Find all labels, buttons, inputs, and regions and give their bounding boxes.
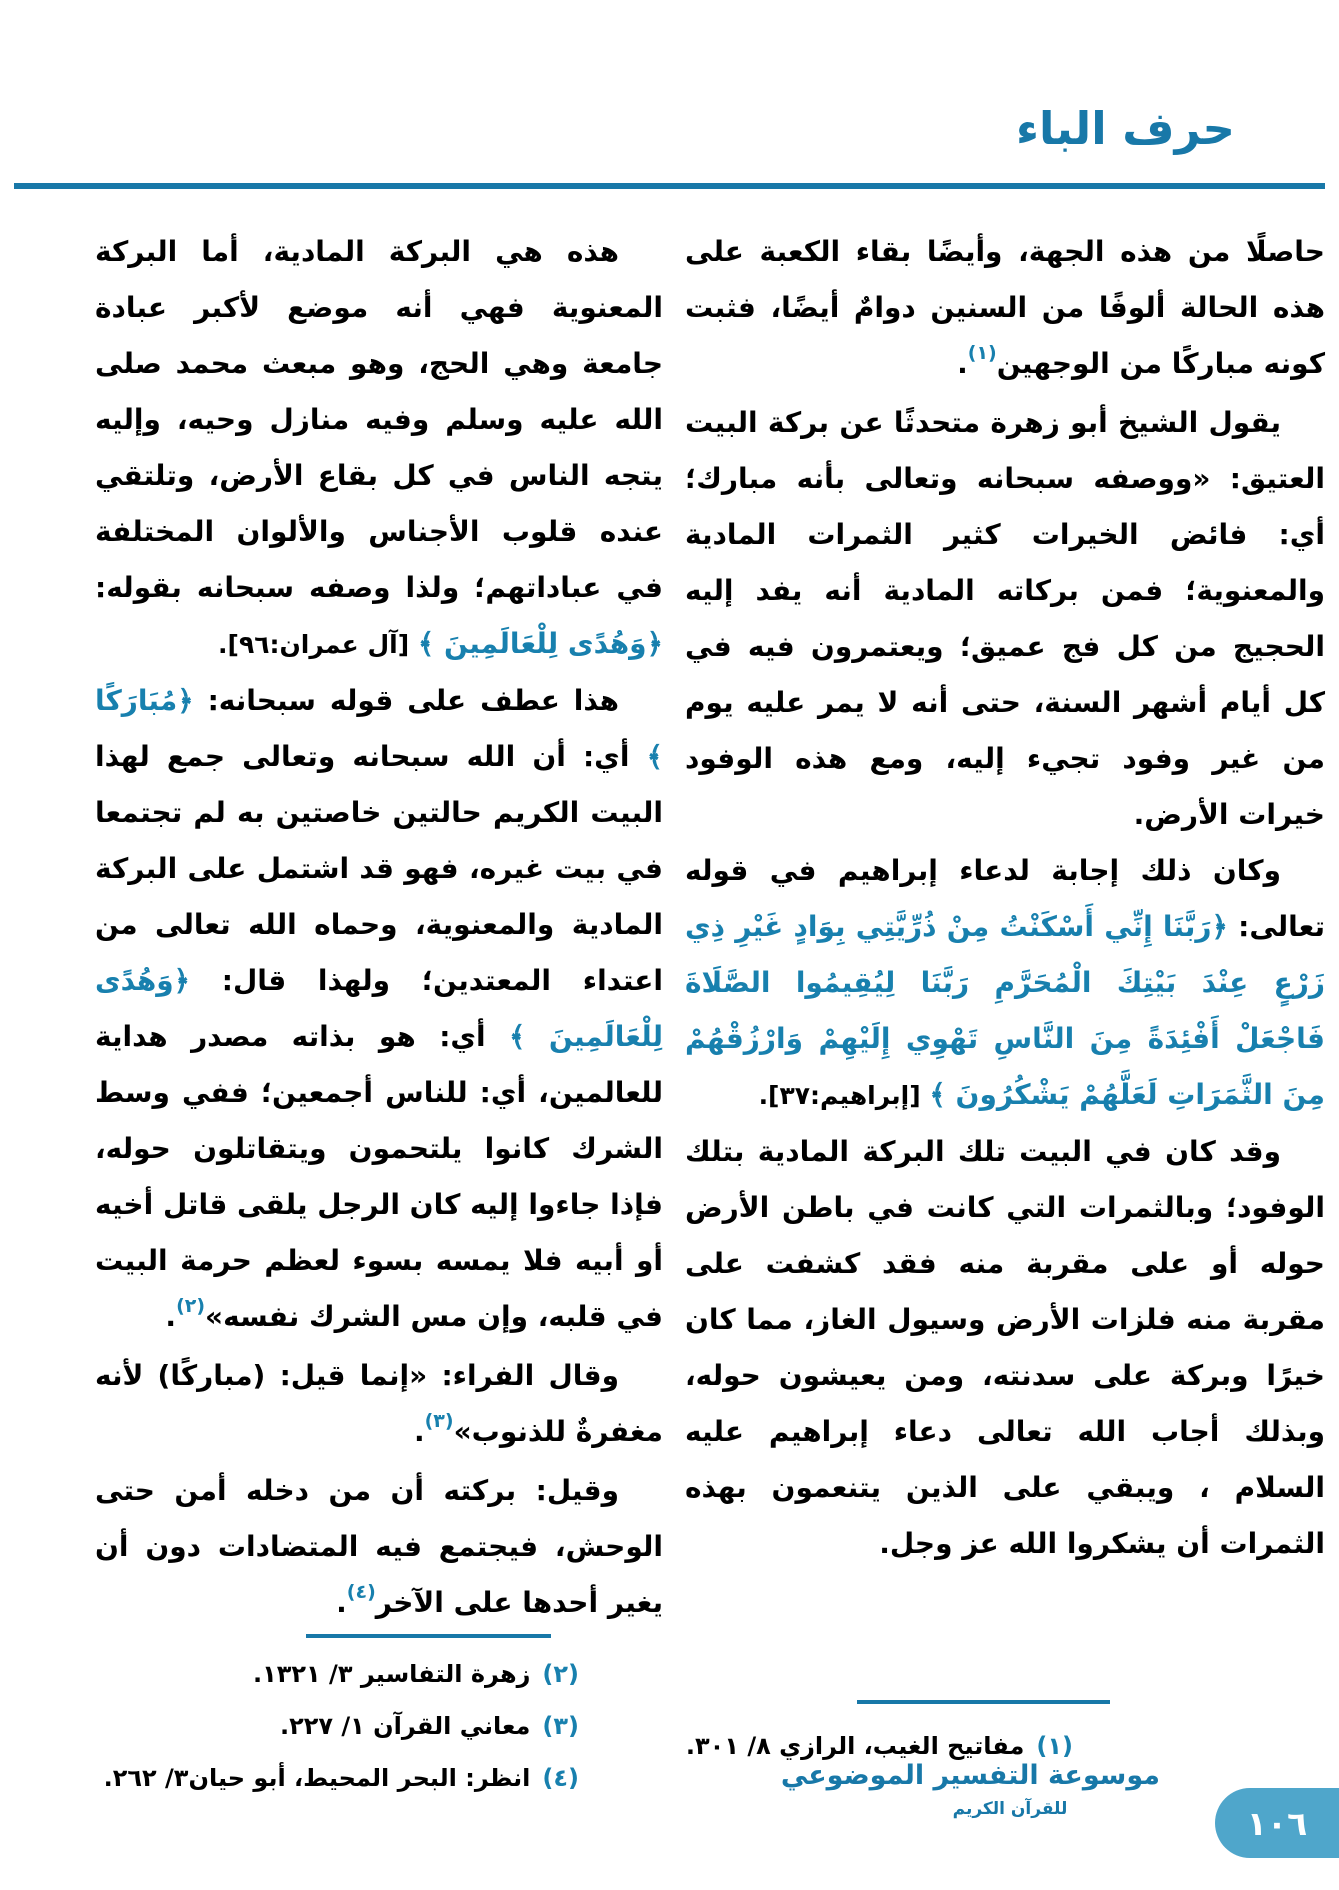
footnote-text: معاني القرآن ١/ ٢٢٧.: [279, 1712, 531, 1740]
body-text: وكان ذلك إجابة لدعاء إبراهيم في قوله تعالى:: [685, 854, 1325, 943]
footnote-list: [95, 1648, 663, 1804]
footnote-number: (٢): [542, 1660, 579, 1688]
paragraph: [685, 395, 1325, 843]
body-text: أي: هو بذاته مصدر هداية للعالمين، أي: للناس أجمعين؛ ففي وسط الشرك كانوا يلتحمون ويتقاتلون حوله، فإذا جاءوا إليه كان الرجل يلقى قاتل أخيه أو أبيه فلا يمسه بسوء لعظم حرمة البيت في قلبه، وإن مس الشرك نفسه»: [95, 1020, 663, 1333]
body-text: هذا عطف على قوله سبحانه:: [193, 684, 619, 717]
footnote-number: (٤): [542, 1764, 579, 1792]
page-number: ١٠٦: [1246, 1803, 1308, 1843]
footnote-text: زهرة التفاسير ٣/ ١٣٢١.: [252, 1660, 531, 1688]
chapter-title: حرف الباء: [1016, 102, 1235, 155]
footnote: [95, 1700, 579, 1752]
footnote: [95, 1648, 579, 1700]
body-text: وقال الفراء: «إنما قيل: (مباركًا) لأنه مغفرةٌ للذنوب»: [95, 1359, 663, 1448]
verse-citation: [إبراهيم:٣٧].: [758, 1081, 930, 1110]
paragraph: [95, 673, 663, 1348]
footnote-reference: (٢): [176, 1295, 206, 1317]
paragraph: [95, 224, 663, 673]
text-column-right: [685, 224, 1325, 1772]
body-text: وقيل: بركته أن من دخله أمن حتى الوحش، فيجتمع فيه المتضادات دون أن يغير أحدها على الآخر: [95, 1474, 663, 1619]
footnote-reference: (٤): [346, 1581, 376, 1603]
body-text: .: [336, 1586, 347, 1619]
body-text: وقد كان في البيت تلك البركة المادية بتلك الوفود؛ وبالثمرات التي كانت في باطن الأرض حوله أو على مقربة منه فقد كشفت على مقربة منه فلزات الأرض وسيول الغاز، مما كان خيرًا وبركة على سدنته، ومن يعيشون حوله، وبذلك أجاب الله تعالى دعاء إبراهيم عليه السلام ، ويبقي على الذين يتنعمون بهذه الثمرات أن يشكروا الله عز وجل.: [685, 1135, 1325, 1560]
page-number-badge: [1215, 1788, 1339, 1858]
footnote-reference: (٣): [424, 1410, 454, 1432]
footnote-reference: (١): [967, 342, 997, 364]
body-text: .: [165, 1300, 177, 1333]
footnote-separator: [306, 1634, 551, 1638]
column-left-body: [95, 224, 663, 1634]
footnote: [95, 1752, 579, 1804]
publisher-logo: [780, 1756, 1160, 1822]
paragraph: [685, 224, 1325, 395]
quran-verse: ﴿وَهُدًى لِلْعَالَمِينَ ﴾: [417, 627, 663, 660]
quran-verse: ﴿مُبَارَكًا ﴾: [95, 684, 663, 773]
publisher-logo-subtitle: للقرآن الكريم: [952, 1799, 1068, 1819]
body-text: أي: أن الله سبحانه وتعالى جمع لهذا البيت الكريم حالتين خاصتين به لم تجتمعا في بيت غيره، فهو قد اشتمل على البركة المادية والمعنوية، وحماه الله تعالى من اعتداء المعتدين؛ ولهذا قال:: [95, 740, 663, 997]
quran-verse: ﴿وَهُدًى لِلْعَالَمِينَ ﴾: [95, 964, 664, 1053]
text-column-left: [95, 224, 664, 1792]
footnote-number: (١): [1036, 1732, 1073, 1760]
footnote-text: انظر: البحر المحيط، أبو حيان٣/ ٢٦٢.: [103, 1764, 531, 1792]
body-text: هذه هي البركة المادية، أما البركة المعنوية فهي أنه موضع لأكبر عبادة جامعة وهي الحج، وهو مبعث محمد صلى الله عليه وسلم وفيه منازل وحيه، وإليه يتجه الناس في كل بقاع الأرض، وتلتقي عنده قلوب الأجناس والألوان المختلفة في عباداتهم؛ ولذا وصفه سبحانه بقوله:: [95, 235, 663, 604]
body-text: يقول الشيخ أبو زهرة متحدثًا عن بركة البيت العتيق: «ووصفه سبحانه وتعالى بأنه مبارك؛ أي: فائض الخيرات كثير الثمرات المادية والمعنوية؛ فمن بركاته المادية أنه يفد إليه الحجيج من كل فج عميق؛ ويعتمرون فيه في كل أيام أشهر السنة، حتى أنه لا يمر عليه يوم من غير وفود تجيء إليه، ومع هذه الوفود خيرات الأرض.: [685, 406, 1325, 831]
footnote-separator: [857, 1700, 1110, 1704]
footnote-text: مفاتيح الغيب، الرازي ٨/ ٣٠١.: [685, 1732, 1025, 1760]
footnote-number: (٣): [542, 1712, 579, 1740]
paragraph: [95, 1463, 663, 1634]
body-text: .: [413, 1415, 425, 1448]
column-right-body: [685, 224, 1325, 1572]
column-left-footnotes: [95, 1634, 663, 1804]
header-rule: [14, 183, 1325, 189]
verse-citation: [آل عمران:٩٦].: [218, 630, 418, 659]
publisher-logo-title: موسوعة التفسير الموضوعي: [780, 1760, 1160, 1791]
body-text: حاصلًا من هذه الجهة، وأيضًا بقاء الكعبة على هذه الحالة ألوفًا من السنين دوامٌ أيضًا، فثبت كونه مباركًا من الوجهين: [685, 235, 1325, 380]
paragraph: [95, 1348, 663, 1463]
body-text: .: [957, 347, 968, 380]
paragraph: [685, 1124, 1325, 1572]
paragraph: [685, 843, 1325, 1124]
quran-verse: ﴿رَبَّنَا إِنِّي أَسْكَنْتُ مِنْ ذُرِّيَّتِي بِوَادٍ غَيْرِ ذِي زَرْعٍ عِنْدَ بَيْتِكَ الْمُحَرَّمِ رَبَّنَا لِيُقِيمُوا الصَّلَاةَ فَاجْعَلْ أَفْئِدَةً مِنَ النَّاسِ تَهْوِي إِلَيْهِمْ وَارْزُقْهُمْ مِنَ الثَّمَرَاتِ لَعَلَّهُمْ يَشْكُرُونَ ﴾: [685, 910, 1325, 1111]
